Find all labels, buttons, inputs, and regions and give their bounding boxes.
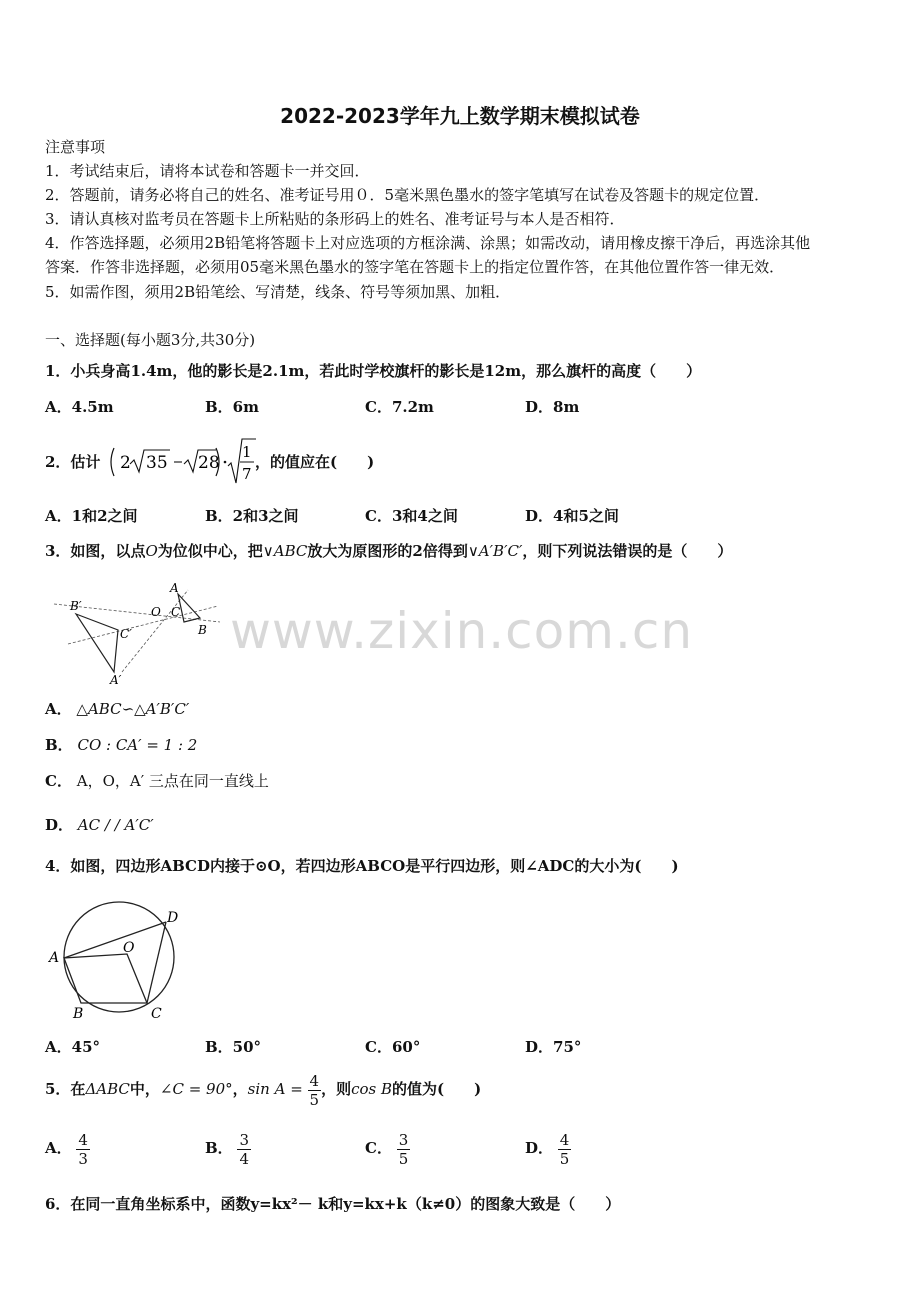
q5-option-a-label: A． [45, 1139, 72, 1157]
q3-label-o: O [151, 605, 161, 619]
q4-parallelogram [64, 954, 147, 1003]
q4-option-a: A．45° [45, 1038, 101, 1056]
q5-option-b-fraction [237, 1131, 251, 1168]
section-heading: 一、选择题(每小题3分,共30分) [45, 331, 256, 349]
q5-option-d-fraction [558, 1131, 572, 1168]
q5-option-b-den: 4 [239, 1149, 250, 1168]
q5-option-a [45, 1128, 90, 1168]
page-title: 2022-2023学年九上数学期末模拟试卷 [280, 104, 640, 128]
notice-item: 5．如需作图，须用2B铅笔绘、写清楚，线条、符号等须加黑、加粗． [45, 283, 511, 301]
q5-option-a-num: 4 [78, 1130, 88, 1149]
q5-option-a-den: 3 [78, 1149, 88, 1168]
q2-frac-den: 7 [242, 465, 252, 483]
q1-stem: 1．小兵身高1.4m，他的影长是2.1m，若此时学校旗杆的影长是12m，那么旗杆的高度（ ） [45, 362, 702, 380]
q4-option-b: B．50° [205, 1038, 262, 1056]
q3-stem-part: ，则下列说法错误的是（ ） [522, 542, 733, 560]
q3-triangle-small [178, 594, 200, 622]
q3-figure [50, 578, 230, 690]
q3-option-c [45, 771, 269, 791]
q5-option-c-label: C． [365, 1139, 392, 1157]
q2-prefix: 2．估计 [45, 453, 101, 471]
q4-option-d: D．75° [525, 1038, 582, 1056]
q3-stem-part: 3．如图，以点 [45, 542, 146, 560]
q5-triangle: ΔABC [85, 1080, 130, 1098]
q3-triangle-1: ∨ABC [262, 542, 308, 560]
notice-heading: 注意事项 [45, 138, 106, 156]
q5-sin-fraction [308, 1072, 322, 1109]
q2-radicand-2: 28 [198, 453, 220, 473]
q3-option-c-text: A，O，A′ 三点在同一直线上 [76, 772, 269, 790]
q5-option-a-fraction [76, 1131, 90, 1168]
q3-label-cp: C′ [120, 627, 132, 641]
watermark: www.zixin.com.cn [230, 602, 694, 660]
q2-option-d: D．4和5之间 [525, 507, 619, 525]
q3-stem-part: 为位似中心，把 [157, 542, 263, 560]
q3-option-a [45, 699, 189, 719]
q5-stem-part: ，则 [321, 1080, 352, 1098]
q1-option-c: C．7.2m [365, 398, 434, 416]
q3-label-bp: B′ [70, 599, 82, 613]
q5-option-d [525, 1128, 571, 1168]
q2-option-b: B．2和3之间 [205, 507, 299, 525]
q4-label-c: C [151, 1006, 162, 1022]
q5-stem: 5．在ΔABC中，∠C = 90°，sin A = $\frac{4}{5}$ ，则cos B的值为( ) [45, 1071, 482, 1109]
q5-sin-den: 5 [309, 1090, 320, 1109]
q2-radicand-1: 35 [146, 453, 168, 473]
q3-option-d [45, 815, 154, 835]
q5-sin: sin A = [247, 1080, 303, 1098]
q3-option-b-label: B． [45, 736, 73, 754]
q5-option-c-den: 5 [398, 1149, 409, 1168]
q5-option-d-label: D． [525, 1139, 554, 1157]
q5-option-c-fraction [397, 1131, 411, 1168]
q3-center-o: O [145, 542, 158, 560]
q4-label-d: D [167, 910, 179, 926]
q1-option-b: B．6m [205, 398, 259, 416]
q3-option-c-label: C． [45, 772, 72, 790]
notice-item: 4．作答选择题，必须用2B铅笔将答题卡上对应选项的方框涂满、涂黑；如需改动，请用橡皮擦干净后，再选涂其他 [45, 234, 811, 252]
q3-stem-part: 放大为原图形的2倍得到 [307, 542, 468, 560]
q2-option-c: C．3和4之间 [365, 507, 458, 525]
notice-item: 答案．作答非选择题，必须用05毫米黑色墨水的签字笔在答题卡上的指定位置作答，在其他位置作答一律无效． [45, 258, 785, 276]
q3-option-b-text: CO : CA′ = 1 : 2 [77, 736, 198, 754]
q2-expression [106, 436, 266, 488]
q3-option-a-text: △ABC∽△A′B′C′ [76, 700, 190, 718]
q5-option-c-num: 3 [398, 1130, 409, 1149]
q4-label-o: O [123, 940, 135, 956]
q2-suffix: ，的值应在( ) [255, 453, 375, 471]
q3-label-c: C [171, 605, 181, 619]
q4-figure [45, 898, 195, 1022]
q4-option-c: C．60° [365, 1038, 421, 1056]
q1-option-d: D．8m [525, 398, 580, 416]
q1-option-a: A．4.5m [45, 398, 114, 416]
q5-stem-part: 5．在 [45, 1080, 86, 1098]
q3-label-b: B [198, 623, 207, 637]
q5-option-b-num: 3 [239, 1130, 250, 1149]
q2-option-a: A．1和2之间 [45, 507, 138, 525]
q5-option-b [205, 1128, 251, 1168]
q3-option-a-label: A． [45, 700, 72, 718]
q6-stem: 6．在同一直角坐标系中，函数y=kx²－ k和y=kx+k（k≠0）的图象大致是（ ） [45, 1195, 621, 1213]
notice-item: 1．考试结束后，请将本试卷和答题卡一并交回． [45, 162, 370, 180]
q3-label-ap: A′ [110, 673, 122, 687]
notice-item: 3．请认真核对监考员在答题卡上所粘贴的条形码上的姓名、准考证号与本人是否相符． [45, 210, 625, 228]
q5-option-c [365, 1128, 410, 1168]
q3-stem [45, 541, 732, 561]
q5-sin-num: 4 [309, 1071, 320, 1090]
notice-item: 2．答题前，请务必将自己的姓名、准考证号用０．5毫米黑色墨水的签字笔填写在试卷及答题卡的规定位置． [45, 186, 770, 204]
q5-stem-part: 的值为( ) [392, 1080, 482, 1098]
q4-label-b: B [73, 1006, 84, 1022]
q3-option-d-text: AC / / A′C′ [77, 816, 154, 834]
q5-option-d-den: 5 [559, 1149, 570, 1168]
q4-stem: 4．如图，四边形ABCD内接于⊙O，若四边形ABCO是平行四边形，则∠ADC的大小为( ) [45, 857, 679, 875]
q2-frac-num: 1 [242, 443, 252, 461]
q5-cos: cos B [351, 1080, 393, 1098]
q5-stem-part: 中， [129, 1080, 160, 1098]
q5-option-d-num: 4 [559, 1130, 570, 1149]
q5-option-b-label: B． [205, 1139, 233, 1157]
q4-label-a: A [49, 950, 60, 966]
q2-coef: 2 [120, 453, 131, 473]
q5-angle: ∠C = 90° [159, 1080, 233, 1098]
q3-option-b [45, 735, 197, 755]
q3-triangle-2: ∨A′B′C′ [467, 542, 523, 560]
q3-option-d-label: D． [45, 816, 74, 834]
q3-triangle-large [76, 614, 118, 672]
q3-label-a: A [170, 581, 179, 595]
